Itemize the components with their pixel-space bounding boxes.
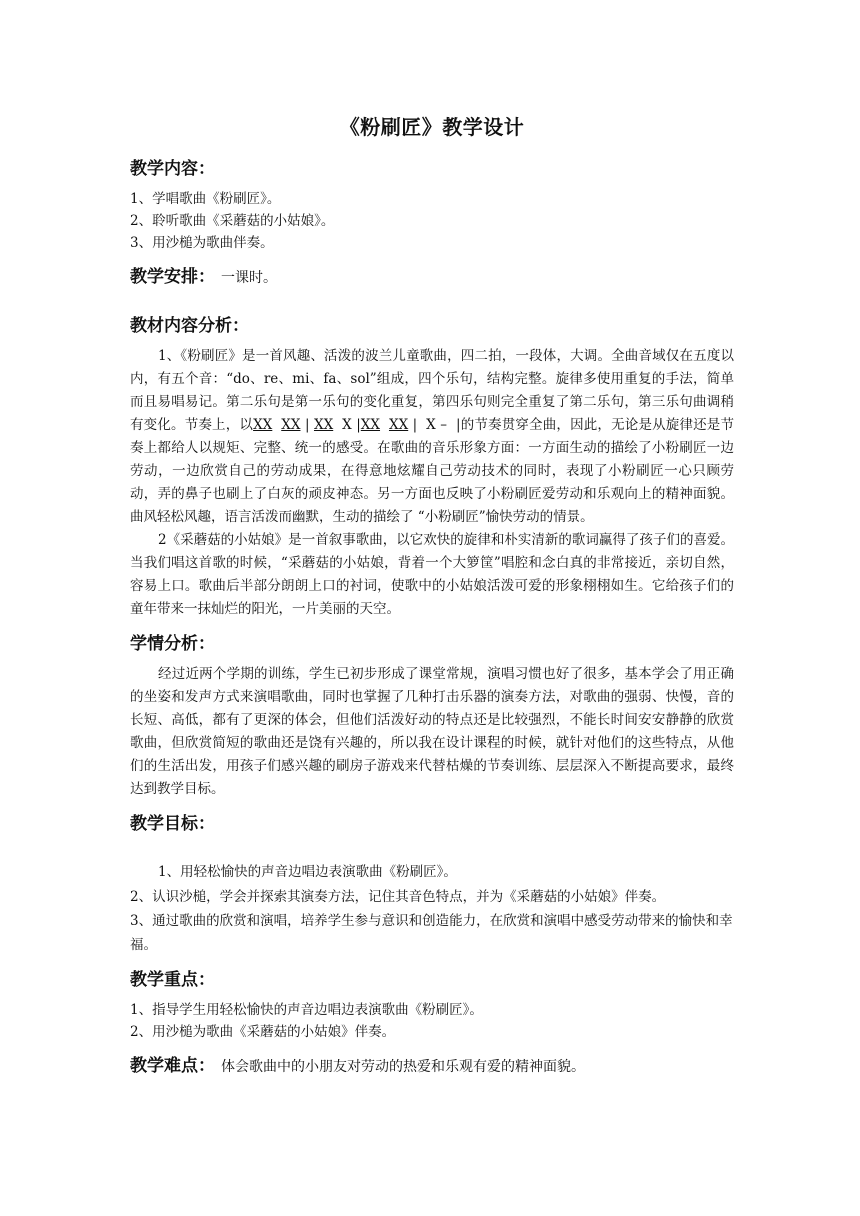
key-point-item: 1、指导学生用轻松愉快的声音边唱边表演歌曲《粉刷匠》。 (130, 1002, 483, 1018)
goal-item: 2、认识沙槌，学会并探索其演奏方法，记住其音色特点，并为《采蘑菇的小姑娘》伴奏。 (130, 889, 666, 905)
goal-item: 3、通过歌曲的欣赏和演唱，培养学生参与意识和创造能力，在欣赏和演唱中感受劳动带来的愉快和幸福。 (130, 913, 733, 953)
analysis-paragraph-2: 2《采蘑菇的小姑娘》是一首叙事歌曲，以它欢快的旋律和朴实清新的歌词赢得了孩子们的喜爱。当我们唱这首歌的时候，“采蘑菇的小姑娘，背着一个大箩筐”唱腔和念白真的非常接近，亲切自然，容易上口。歌曲后半部分朗朗上口的衬词，使歌中的小姑娘活泼可爱的形象栩栩如生。它给孩子们的童年带来一抹灿烂的阳光，一片美丽的天空。 (130, 532, 734, 617)
document-title: 《粉刷匠》教学设计 (339, 115, 525, 139)
document-page (130, 112, 734, 1080)
difficulty-text: 体会歌曲中的小朋友对劳动的热爱和乐观有爱的精神面貌。 (221, 1059, 585, 1075)
section-difficulty (130, 1053, 734, 1080)
goal-item: 1、用轻松愉快的声音边唱边表演歌曲《粉刷匠》。 (158, 864, 457, 880)
content-item: 1、学唱歌曲《粉刷匠》。 (130, 191, 281, 207)
section-schedule (130, 264, 734, 291)
analysis-p1-end: 的节奏贯穿全曲，因此，无论是从旋律还是节奏上都给人以规矩、完整、统一的感受。在歌曲的音乐形象方面：一方面生动的描绘了小粉刷匠一边劳动，一边欣赏自己的劳动成果，在得意地炫耀自己劳动技术的同时，表现了小粉刷匠一心只顾劳动，弄的鼻子也刷上了白灰的顽皮神态。另一方面也反映了小粉刷匠爱劳动和乐观向上的精神面貌。曲风轻松风趣，语言活泼而幽默，生动的描绘了 “小粉刷匠”愉快劳动的情景。 (130, 417, 734, 525)
rhythm-notation: XX XX | XX X |XX XX | X – | (253, 417, 461, 433)
analysis-paragraph-1 (130, 345, 734, 529)
key-point-item: 2、用沙槌为歌曲《采蘑菇的小姑娘》伴奏。 (130, 1024, 396, 1040)
content-item: 2、聆听歌曲《采蘑菇的小姑娘》。 (130, 213, 335, 229)
analysis-p1-start: 1、《粉刷匠》是一首风趣、活泼的波兰儿童歌曲，四二拍，一段体，大调。全曲音域仅在五度以内，有五个音：“do、re、mi、fa、sol”组成，四个乐句，结构完整。旋律多使用重复的手法，简单而且易唱易记。第二乐句是第一乐句的变化重复，第四乐句则完全重复了第二乐句，第三乐句曲调稍有变化。节奏上，以 (130, 348, 734, 433)
section-heading-goals: 教学目标： (130, 814, 215, 834)
section-heading-analysis: 教材内容分析： (130, 316, 249, 336)
section-heading-content: 教学内容： (130, 159, 215, 179)
section-heading-schedule: 教学安排： (130, 267, 215, 287)
students-paragraph: 经过近两个学期的训练，学生已初步形成了课堂常规，演唱习惯也好了很多，基本学会了用正确的坐姿和发声方式来演唱歌曲，同时也掌握了几种打击乐器的演奏方法，对歌曲的强弱、快慢，音的长短、高低，都有了更深的体会，但他们活泼好动的特点还是比较强烈，不能长时间安安静静的欣赏歌曲，但欣赏简短的歌曲还是饶有兴趣的，所以我在设计课程的时候，就针对他们的这些特点，从他们的生活出发，用孩子们感兴趣的刷房子游戏来代替枯燥的节奏训练、层层深入不断提高要求，最终达到教学目标。 (130, 666, 734, 797)
section-heading-students: 学情分析： (130, 634, 215, 654)
section-heading-key-points: 教学重点： (130, 970, 215, 990)
section-heading-difficulty: 教学难点： (130, 1056, 215, 1076)
schedule-text: 一课时。 (221, 270, 277, 286)
content-item: 3、用沙槌为歌曲伴奏。 (130, 235, 274, 251)
